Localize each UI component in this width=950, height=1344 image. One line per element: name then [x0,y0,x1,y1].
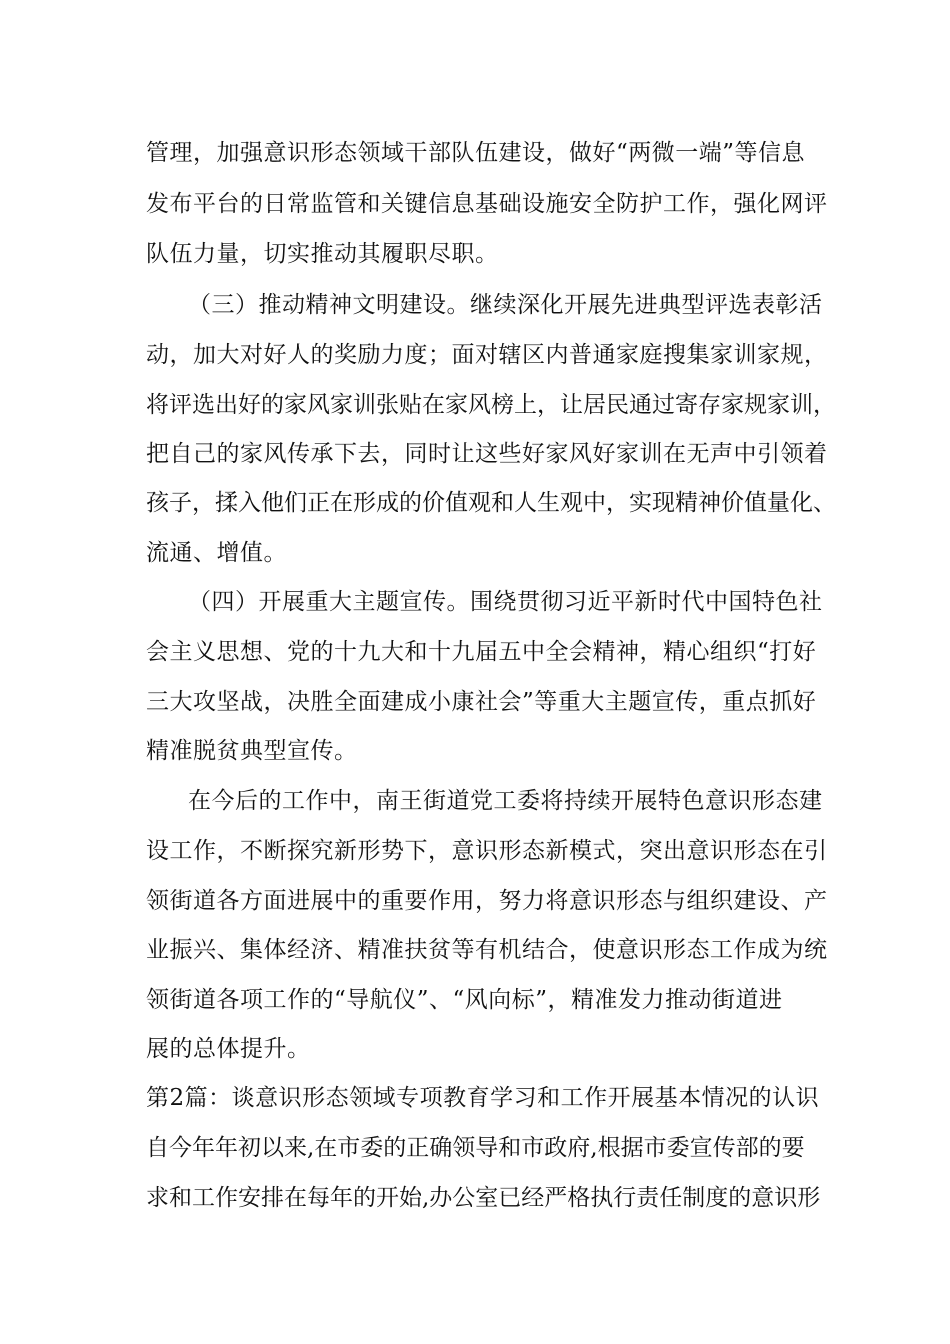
text-line: 展的总体提升。 [146,1036,311,1062]
text-line: 在今后的工作中，南王街道党工委将持续开展特色意识形态建 [188,788,823,814]
text-line: （三）推动精神文明建设。继续深化开展先进典型评选表彰活 [188,292,823,318]
text-line: 精准脱贫典型宣传。 [146,738,358,764]
text-line: 孩子，揉入他们正在形成的价值观和人生观中，实现精神价值量化、 [146,490,836,516]
text-line: 队伍力量，切实推动其履职尽职。 [146,241,499,267]
section-heading: 第2篇：谈意识形态领域专项教育学习和工作开展基本情况的认识 [146,1085,820,1111]
text-line: 把自己的家风传承下去，同时让这些好家风好家训在无声中引领着 [146,441,828,467]
text-line: 会主义思想、党的十九大和十九届五中全会精神，精心组织“打好 [146,639,817,665]
text-line: 设工作，不断探究新形势下，意识形态新模式，突出意识形态在引 [146,838,828,864]
text-line: 动，加大对好人的奖励力度；面对辖区内普通家庭搜集家训家规， [146,342,828,368]
text-line: 管理，加强意识形态领域干部队伍建设，做好“两微一端”等信息 [146,140,806,166]
text-line: 自今年年初以来,在市委的正确领导和市政府,根据市委宣传部的要 [146,1135,805,1161]
text-line: 发布平台的日常监管和关键信息基础设施安全防护工作，强化网评 [146,191,828,217]
text-line: 领街道各项工作的“导航仪”、“风向标”，精准发力推动街道进 [146,987,783,1013]
text-line: 将评选出好的家风家训张贴在家风榜上，让居民通过寄存家规家训， [146,392,836,418]
text-line: 求和工作安排在每年的开始,办公室已经严格执行责任制度的意识形 [146,1185,821,1211]
text-line: 三大攻坚战，决胜全面建成小康社会”等重大主题宣传，重点抓好 [146,689,817,715]
text-line: 领街道各方面进展中的重要作用，努力将意识形态与组织建设、产 [146,888,828,914]
text-line: 流通、增值。 [146,540,287,566]
text-line: （四）开展重大主题宣传。围绕贯彻习近平新时代中国特色社 [188,589,823,615]
text-line: 业振兴、集体经济、精准扶贫等有机结合，使意识形态工作成为统 [146,937,828,963]
